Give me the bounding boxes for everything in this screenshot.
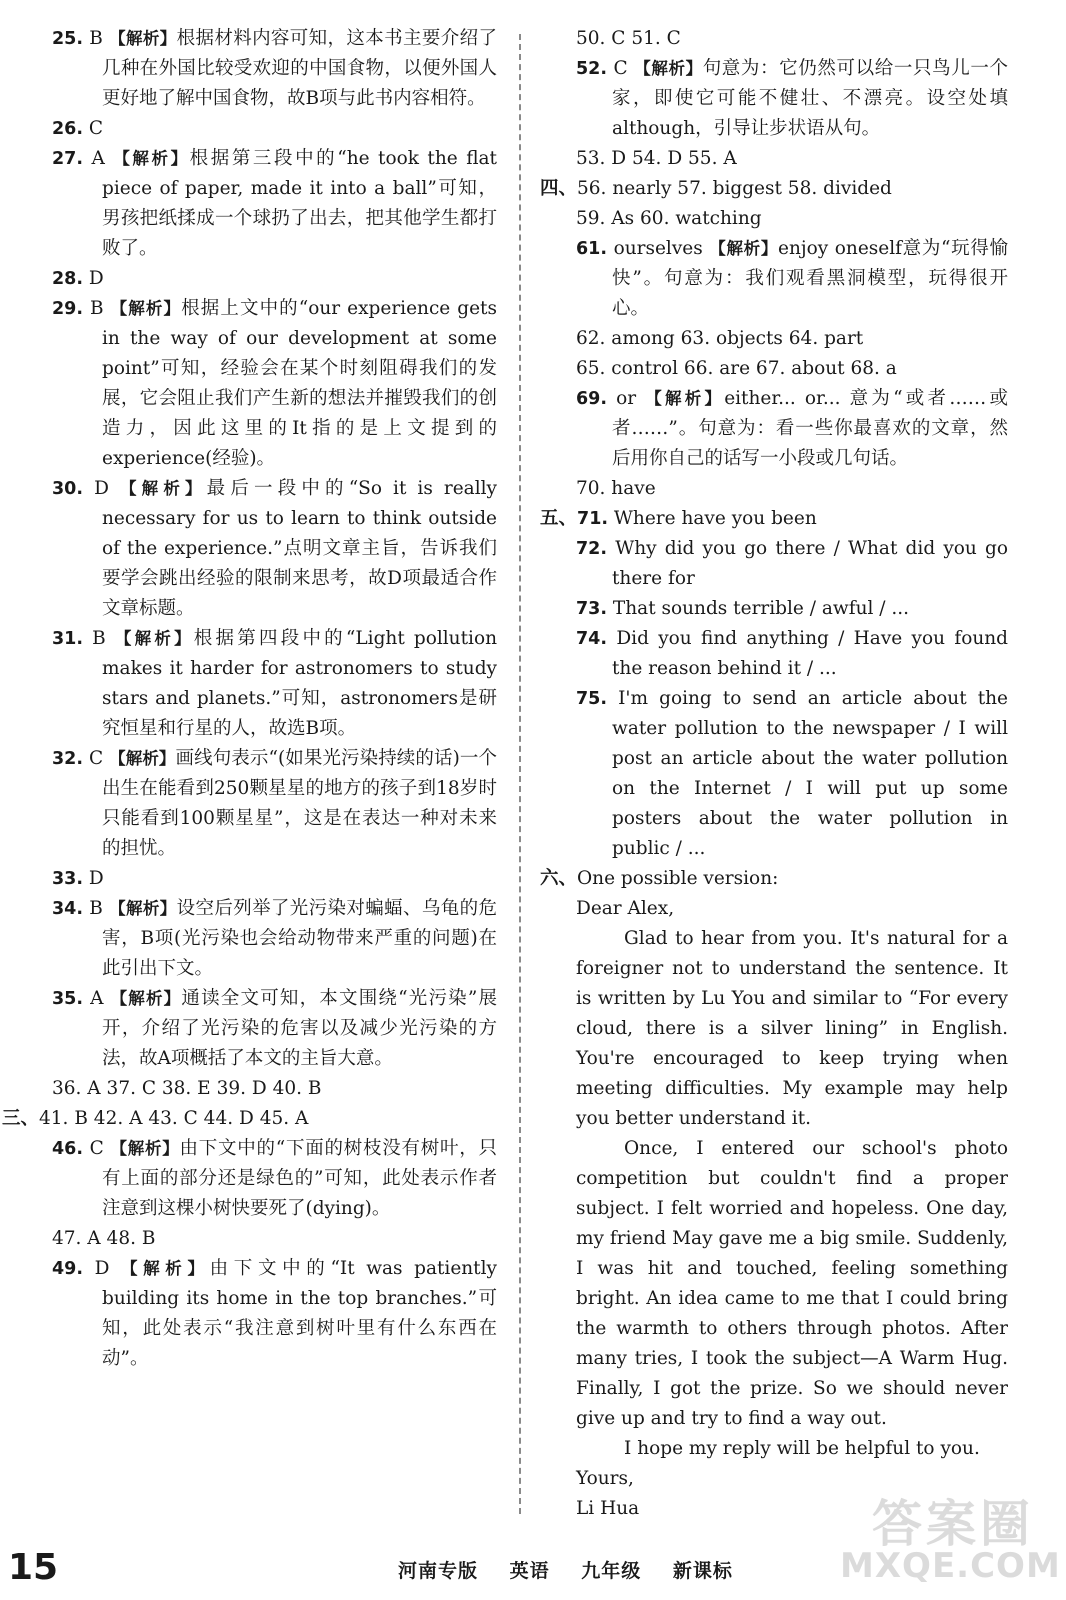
letter-paragraph-3: I hope my reply will be helpful to you. — [624, 1438, 980, 1459]
letter-salutation: Dear Alex, — [576, 898, 675, 919]
letter-paragraph-2: Once, I entered our school's photo competition but couldn't find a proper subject. I felt worried and hopeless. One day, my friend May gave me a big smile. Suddenly, I was hit and touched, feeling something bright. An idea came to me that I could bring the warmth to others through photos. After many tries, I took the subject—A Warm Hug. Finally, I got the prize. So we should never give up and try to find a way out. — [576, 1138, 1008, 1429]
answer-31: 31. B 【解析】根据第四段中的“Light pollution makes it harder for astronomers to study stars and planets.”可知，astronomers是研究恒星和行星的人，故选B项。 — [52, 628, 498, 739]
section-5-label: 五、 — [540, 508, 578, 529]
answer-35: 35. A 【解析】通读全文可知，本文围绕“光污染”展开，介绍了光污染的危害以及减少光污染的方法，故A项概括了本文的主旨大意。 — [52, 988, 498, 1069]
answers-50-51: 50. C 51. C — [576, 28, 681, 49]
answer-26: 26. C — [52, 118, 104, 139]
answers-65-68: 65. control 66. are 67. about 68. a — [576, 358, 897, 379]
answer-29: 29. B 【解析】根据上文中的“our experience gets in the way of our development at some point”可知，经验会在某个时刻阻碍我们的发展，它会阻止我们产生新的想法并摧毁我们的创造力，因此这里的It指的是上文提到的experience(经验)。 — [52, 298, 497, 469]
answers-36-40: 36. A 37. C 38. E 39. D 40. B — [52, 1078, 322, 1099]
sample-letter — [540, 894, 1008, 1524]
answer-28: 28. D — [52, 268, 104, 289]
answer-71: 五、71. Where have you been — [540, 508, 817, 529]
answer-25: 25. B 【解析】根据材料内容可知，这本书主要介绍了几种在外国比较受欢迎的中国食物，以便外国人更好地了解中国食物，故B项与此书内容相符。 — [52, 28, 497, 109]
answer-27: 27. A 【解析】根据第三段中的“he took the flat piece of paper, made it into a ball”可知，男孩把纸揉成一个球扔了出去，把其他学生都打败了。 — [52, 148, 497, 259]
letter-paragraph-1: Glad to hear from you. It's natural for a foreigner not to understand the sentence. It is written by Lu You and similar to “For every cloud, there is a silver lining” in English. You're encouraged to keep trying when meeting difficulties. My example may help you better understand it. — [576, 928, 1008, 1129]
section-6-heading: 六、One possible version: — [540, 868, 779, 889]
answer-75: 75. I'm going to send an article about the water pollution to the newspaper / I will post an article about the water pollution on the Internet / I will put up some posters about the water pollution in public / ... — [576, 688, 1008, 859]
footer-edition: 河南专版 — [398, 1560, 479, 1582]
letter-closing: Yours, — [576, 1468, 634, 1489]
section-4-label: 四、 — [540, 178, 578, 199]
answer-32: 32. C 【解析】画线句表示“(如果光污染持续的话)一个出生在能看到250颗星星的地方的孩子到18岁时只能看到100颗星星”，这是在表达一种对未来的担忧。 — [52, 748, 497, 859]
column-divider — [519, 34, 521, 1514]
answers-59-60: 59. As 60. watching — [576, 208, 762, 229]
answer-34: 34. B 【解析】设空后列举了光污染对蝙蝠、乌龟的危害，B项(光污染也会给动物带来严重的问题)在此引出下文。 — [52, 898, 497, 979]
left-column — [2, 24, 498, 1374]
right-column — [540, 24, 1008, 1524]
answers-56-58: 四、56. nearly 57. biggest 58. divided — [540, 178, 892, 199]
footer-grade: 九年级 — [581, 1560, 642, 1582]
answer-52: 52. C 【解析】句意为：它仍然可以给一只鸟儿一个家，即使它可能不健壮、不漂亮。设空处填although，引导让步状语从句。 — [576, 58, 1008, 139]
answers-41-45: 三、41. B 42. A 43. C 44. D 45. A — [2, 1108, 309, 1129]
watermark-logo: 答案圈 MXQE.COM — [840, 1495, 1061, 1586]
letter-signature: Li Hua — [576, 1498, 640, 1519]
answer-69: 69. or 【解析】either... or... 意为“或者……或者……”。句意为：看一些你最喜欢的文章，然后用你自己的话写一小段或几句话。 — [576, 388, 1008, 469]
section-3-label: 三、 — [2, 1108, 40, 1129]
answer-49: 49. D 【解析】由下文中的“It was patiently building its home in the top branches.”可知，此处表示“我注意到树叶里有什么东西在动”。 — [52, 1258, 497, 1369]
footer-subject: 英语 — [509, 1560, 550, 1582]
answers-62-64: 62. among 63. objects 64. part — [576, 328, 864, 349]
answer-30: 30. D 【解析】最后一段中的“So it is really necessary for us to learn to think outside of the experience.”点明文章主旨，告诉我们要学会跳出经验的限制来思考，故D项最适合作文章标题。 — [52, 478, 497, 619]
answers-47-48: 47. A 48. B — [52, 1228, 156, 1249]
answer-72: 72. Why did you go there / What did you go there for — [576, 538, 1008, 589]
footer-info — [398, 1556, 757, 1583]
answer-73: 73. That sounds terrible / awful / ... — [576, 598, 910, 619]
answer-46: 46. C 【解析】由下文中的“下面的树枝没有树叶，只有上面的部分还是绿色的”可知，此处表示作者注意到这棵小树快要死了(dying)。 — [52, 1138, 497, 1219]
footer-curriculum: 新课标 — [672, 1560, 733, 1582]
answer-74: 74. Did you find anything / Have you found the reason behind it / ... — [576, 628, 1009, 679]
answer-70: 70. have — [576, 478, 656, 499]
answer-61: 61. ourselves 【解析】enjoy oneself意为“玩得愉快”。句意为：我们观看黑洞模型，玩得很开心。 — [576, 238, 1008, 319]
answer-33: 33. D — [52, 868, 104, 889]
page-number: 15 — [8, 1547, 59, 1588]
section-6-label: 六、 — [540, 868, 578, 889]
answers-53-55: 53. D 54. D 55. A — [576, 148, 737, 169]
